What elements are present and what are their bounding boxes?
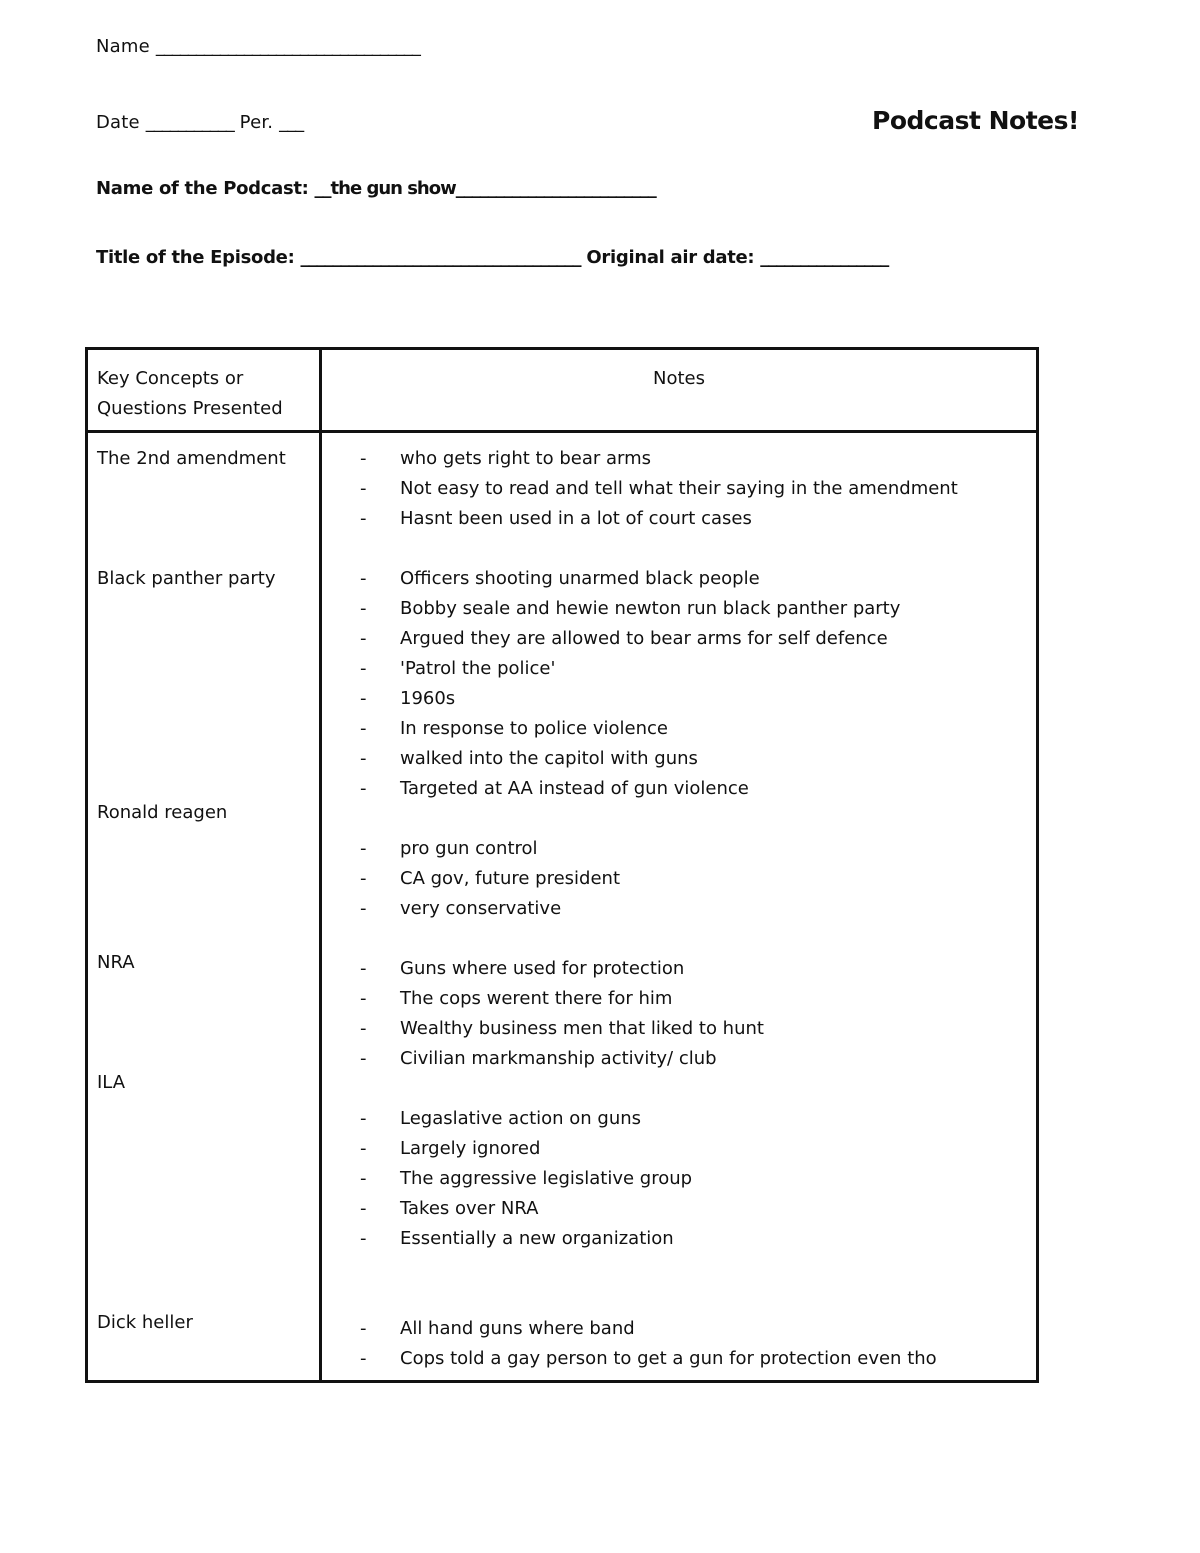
note-item: - Not easy to read and tell what their saying in the amendment [360,474,958,504]
note-item: - Largely ignored [360,1134,692,1164]
note-item: - 'Patrol the police' [360,654,900,684]
concept-dick-heller: Dick heller [97,1312,193,1333]
notes-column-header: Notes [653,368,705,389]
notes-table [85,347,1039,1383]
note-item: - In response to police violence [360,714,900,744]
note-item: - pro gun control [360,834,620,864]
name-blank: _________________________________ [155,36,420,57]
note-item: - Officers shooting unarmed black people [360,564,900,594]
note-item: - walked into the capitol with guns [360,744,900,774]
episode-blank: ___________________________________ [300,247,581,268]
note-item: - Hasnt been used in a lot of court cases [360,504,958,534]
concepts-column-header [97,364,312,424]
air-date-blank: ________________ [760,247,889,268]
note-item: - Bobby seale and hewie newton run black panther party [360,594,900,624]
notes-group-nra [360,954,764,1074]
period-label: Per. [239,112,274,133]
note-item: - Targeted at AA instead of gun violence [360,774,900,804]
notes-group-ronald-reagen [360,834,620,924]
note-item: - 1960s [360,684,900,714]
concepts-header-line2: Questions Presented [97,398,283,419]
note-item: - Takes over NRA [360,1194,692,1224]
note-item: - Essentially a new organization [360,1224,692,1254]
note-item: - Guns where used for protection [360,954,764,984]
concepts-header-line1: Key Concepts or [97,368,244,389]
date-label: Date [96,112,140,133]
note-item: - CA gov, future president [360,864,620,894]
note-item: - Wealthy business men that liked to hunt [360,1014,764,1044]
note-item: - who gets right to bear arms [360,444,958,474]
date-blank: ___________ [145,112,234,133]
note-item: - Cops told a gay person to get a gun for protection even tho [360,1344,937,1374]
sheet-title: Podcast Notes! [872,106,1079,135]
concept-black-panther-party: Black panther party [97,568,276,589]
concept-ila: ILA [97,1072,126,1093]
concept-nra: NRA [97,952,135,973]
note-item: - Argued they are allowed to bear arms for self defence [360,624,900,654]
note-item: - The cops werent there for him [360,984,764,1014]
episode-field [96,247,888,268]
concept-2nd-amendment: The 2nd amendment [97,448,286,469]
notes-group-2nd-amendment [360,444,958,534]
podcast-name-field [96,178,656,199]
column-divider [319,350,322,1380]
note-item: - Legaslative action on guns [360,1104,692,1134]
period-blank: ___ [279,112,304,133]
notes-group-black-panther-party [360,564,900,804]
notes-group-dick-heller [360,1314,937,1374]
name-field [96,36,420,57]
note-item: - Civilian markmanship activity/ club [360,1044,764,1074]
concept-ronald-reagen: Ronald reagen [97,802,228,823]
name-label: Name [96,36,150,57]
header-divider [88,430,1036,433]
note-item: - All hand guns where band [360,1314,937,1344]
note-item: - very conservative [360,894,620,924]
note-item: - The aggressive legislative group [360,1164,692,1194]
date-period-field [96,112,303,133]
podcast-value: __the gun show_________________________ [314,178,656,199]
air-date-label: Original air date: [586,247,755,268]
episode-label: Title of the Episode: [96,247,295,268]
podcast-label: Name of the Podcast: [96,178,309,199]
notes-group-ila [360,1104,692,1254]
